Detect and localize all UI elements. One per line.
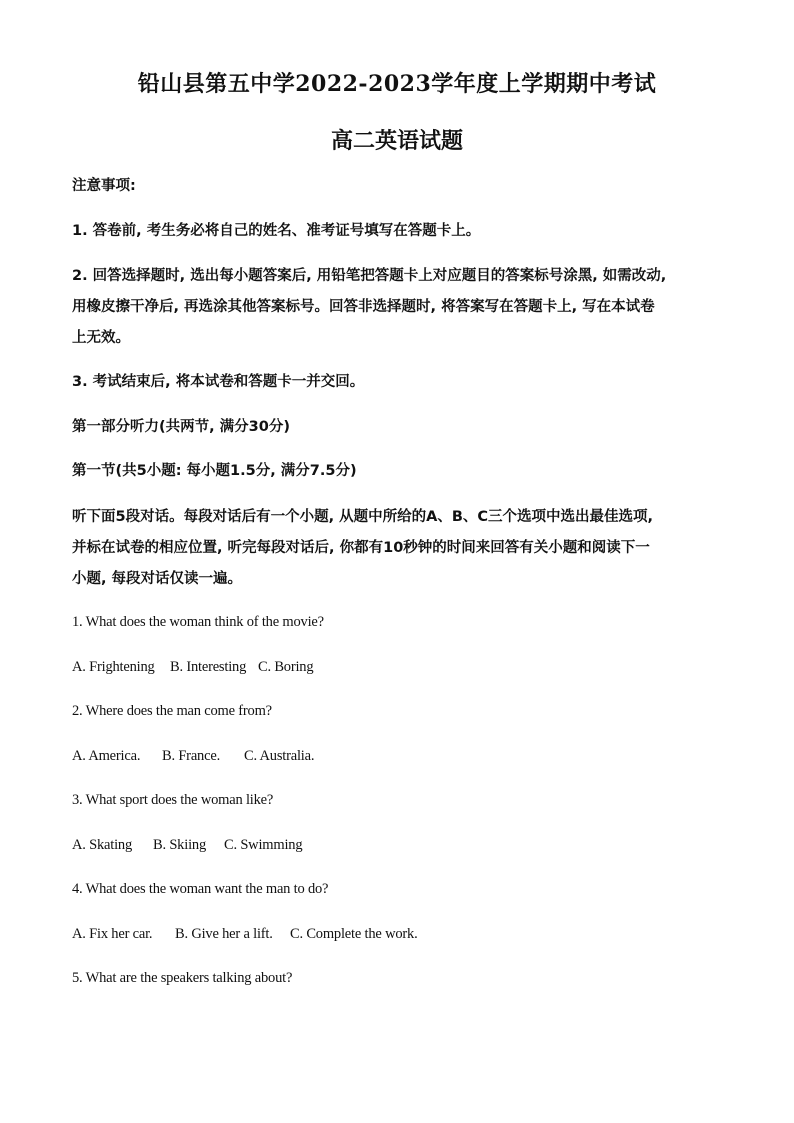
option-c: C. Complete the work. — [290, 926, 418, 942]
question-1: 1. What does the woman think of the movie? — [72, 614, 324, 630]
option-b: B. Skiing — [153, 837, 206, 853]
option-c: C. Boring — [258, 659, 314, 675]
question-2-options — [72, 748, 314, 765]
notice-item-1: 1. 答卷前, 考生务必将自己的姓名、准考证号填写在答题卡上。 — [72, 223, 481, 239]
notice-item-2-line-1: 2. 回答选择题时, 选出每小题答案后, 用铅笔把答题卡上对应题目的答案标号涂黑, 如需改动, — [72, 268, 667, 284]
notice-item-2-line-2: 用橡皮擦干净后, 再选涂其他答案标号。回答非选择题时, 将答案写在答题卡上, 写在本试卷 — [72, 299, 655, 315]
exam-subtitle: 高二英语试题 — [330, 128, 463, 154]
question-3: 3. What sport does the woman like? — [72, 792, 274, 808]
section1-heading: 第一节(共5小题: 每小题1.5分, 满分7.5分) — [72, 463, 357, 479]
instructions-line-1: 听下面5段对话。每段对话后有一个小题, 从题中所给的A、B、C三个选项中选出最佳选项, — [72, 509, 654, 525]
listening-instructions — [72, 502, 732, 595]
question-4-options — [72, 926, 418, 943]
part1-heading: 第一部分听力(共两节, 满分30分) — [72, 419, 290, 435]
question-5: 5. What are the speakers talking about? — [72, 970, 293, 986]
option-b: B. Give her a lift. — [175, 926, 273, 942]
question-1-options — [72, 659, 313, 676]
option-c: C. Swimming — [224, 837, 303, 853]
notice-item-2 — [72, 261, 732, 354]
option-a: A. Fix her car. — [72, 926, 153, 942]
notice-item-3: 3. 考试结束后, 将本试卷和答题卡一并交回。 — [72, 374, 365, 390]
exam-title: 铅山县第五中学2022-2023学年度上学期期中考试 — [137, 71, 657, 97]
question-3-options — [72, 837, 302, 854]
question-2: 2. Where does the man come from? — [72, 703, 272, 719]
option-c: C. Australia. — [244, 748, 315, 764]
instructions-line-3: 小题, 每段对话仅读一遍。 — [72, 571, 243, 587]
option-b: B. Interesting — [170, 659, 247, 675]
option-a: A. Frightening — [72, 659, 155, 675]
question-4: 4. What does the woman want the man to do? — [72, 881, 329, 897]
option-b: B. France. — [162, 748, 220, 764]
notice-heading: 注意事项: — [72, 178, 136, 194]
notice-item-2-line-3: 上无效。 — [72, 330, 130, 346]
instructions-line-2: 并标在试卷的相应位置, 听完每段对话后, 你都有10秒钟的时间来回答有关小题和阅读下一 — [72, 540, 650, 556]
option-a: A. America. — [72, 748, 141, 764]
option-a: A. Skating — [72, 837, 133, 853]
